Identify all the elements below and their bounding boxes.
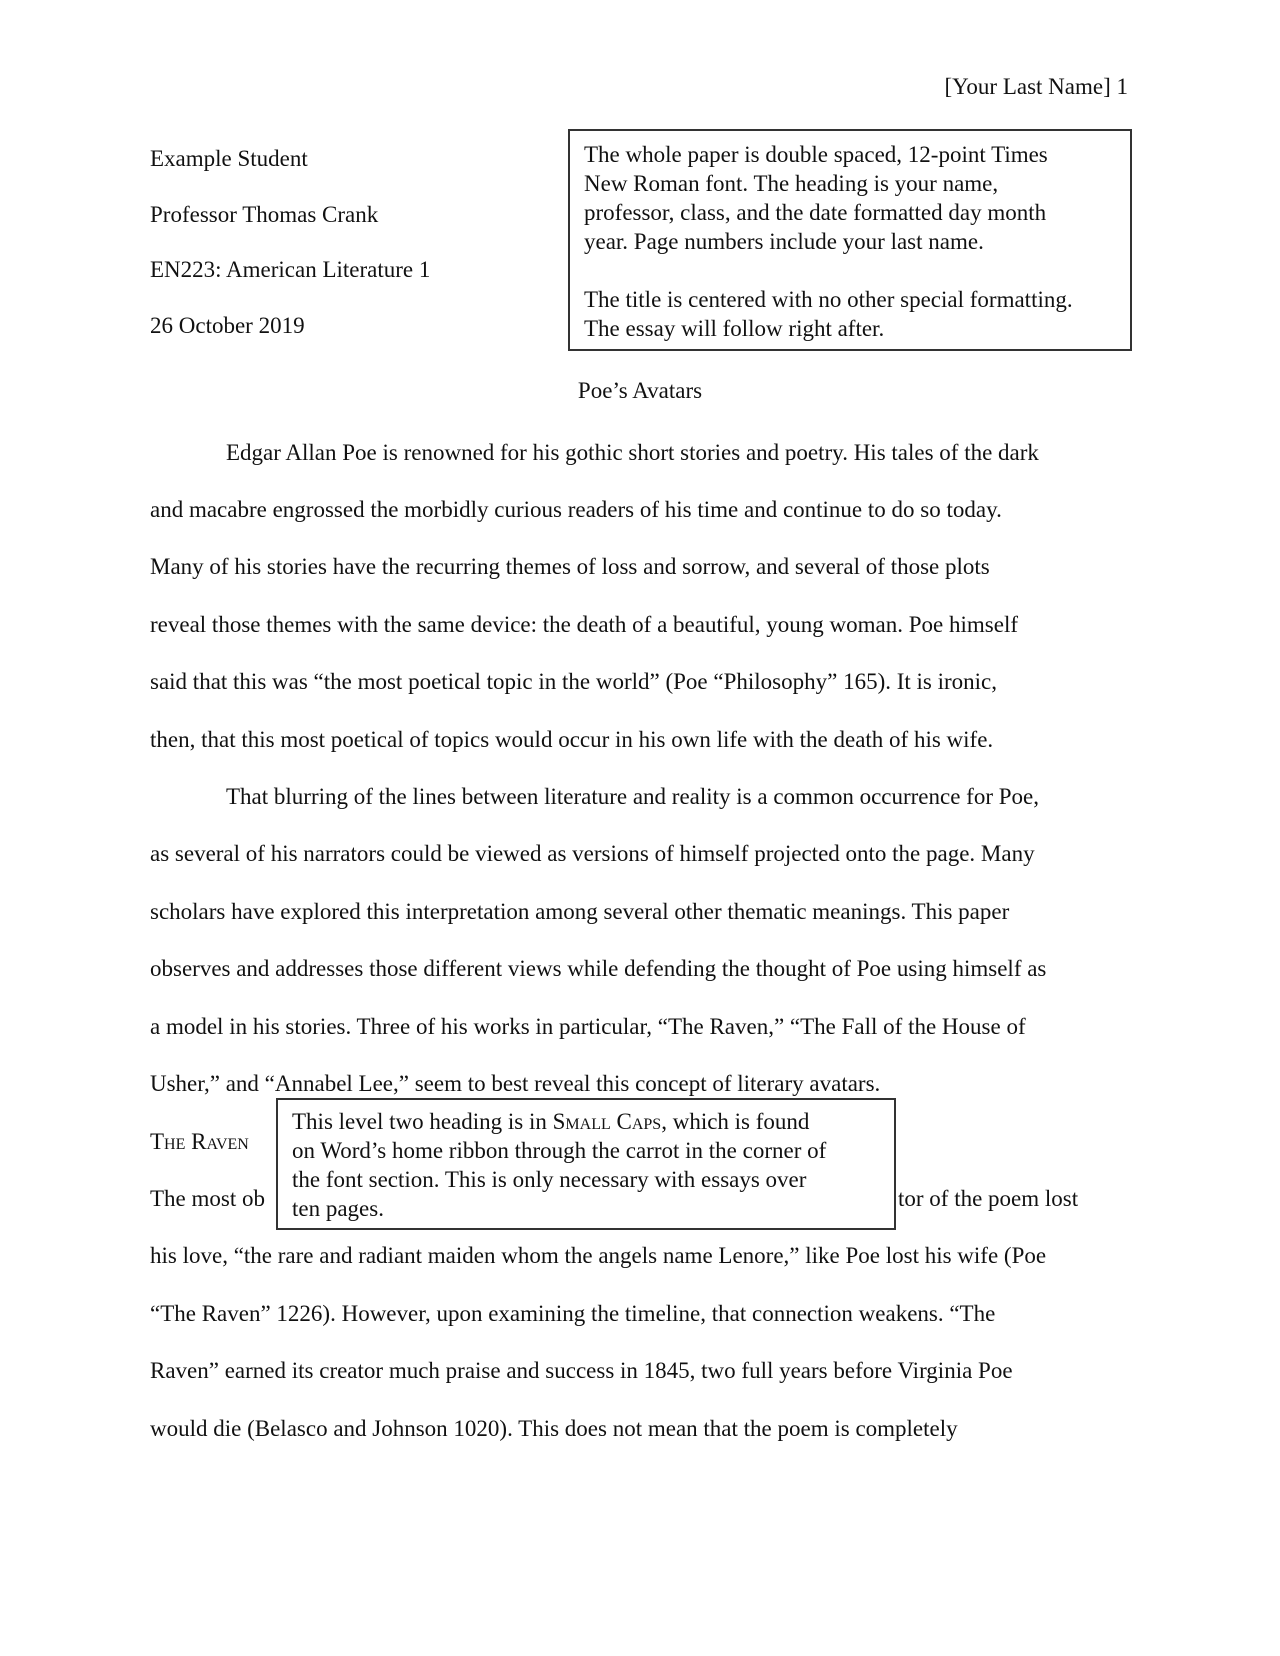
note-text: This level two heading is in (292, 1109, 553, 1134)
paragraph-line: The most ob (150, 1186, 265, 1211)
paragraph-line: observes and addresses those different views while defending the thought of Poe using himself as (150, 956, 1047, 981)
section-heading: The Raven (150, 1129, 249, 1154)
note-line: on Word’s home ribbon through the carrot in the corner of (292, 1138, 827, 1163)
paragraph-line: Usher,” and “Annabel Lee,” seem to best reveal this concept of literary avatars. (150, 1071, 881, 1096)
page-number-header: [Your Last Name] 1 (944, 74, 1128, 99)
note-text: , which is found (661, 1109, 810, 1134)
note-line: year. Page numbers include your last name. (584, 229, 984, 254)
note-smallcaps-text: Small Caps (552, 1109, 662, 1134)
paper-title: Poe’s Avatars (577, 378, 703, 403)
note-line: The whole paper is double spaced, 12-point Times (584, 142, 1048, 167)
paragraph-line: tor of the poem lost (898, 1186, 1079, 1211)
heading-note-box (276, 1098, 896, 1230)
heading-course: EN223: American Literature 1 (150, 257, 431, 282)
paragraph-line: then, that this most poetical of topics would occur in his own life with the death of his wife. (150, 727, 994, 752)
note-line: professor, class, and the date formatted day month (584, 200, 1047, 225)
heading-date: 26 October 2019 (150, 313, 305, 338)
heading-student-name: Example Student (150, 146, 308, 171)
heading-professor: Professor Thomas Crank (150, 202, 379, 227)
paragraph-line: a model in his stories. Three of his works in particular, “The Raven,” “The Fall of the House of (150, 1014, 1026, 1039)
note-line: ten pages. (292, 1196, 384, 1221)
paragraph-line: as several of his narrators could be viewed as versions of himself projected onto the page. Many (150, 841, 1035, 866)
paragraph-line: Raven” earned its creator much praise and success in 1845, two full years before Virginia Poe (150, 1358, 1013, 1383)
paragraph-line: Edgar Allan Poe is renowned for his gothic short stories and poetry. His tales of the dark (226, 440, 1039, 465)
paragraph-line: reveal those themes with the same device: the death of a beautiful, young woman. Poe himself (150, 612, 1018, 637)
formatting-note-box (568, 129, 1132, 351)
note-line: the font section. This is only necessary with essays over (292, 1167, 807, 1192)
note-line: The essay will follow right after. (584, 316, 885, 341)
note-line: New Roman font. The heading is your name, (584, 171, 999, 196)
paragraph-line: his love, “the rare and radiant maiden whom the angels name Lenore,” like Poe lost his wife (Poe (150, 1243, 1047, 1268)
paragraph-line: scholars have explored this interpretation among several other thematic meanings. This paper (150, 899, 1010, 924)
paragraph-line: and macabre engrossed the morbidly curious readers of his time and continue to do so today. (150, 497, 1002, 522)
paragraph-line: would die (Belasco and Johnson 1020). This does not mean that the poem is completely (150, 1416, 958, 1441)
note-line: The title is centered with no other special formatting. (584, 287, 1073, 312)
paragraph-line: That blurring of the lines between literature and reality is a common occurrence for Poe, (226, 784, 1039, 809)
note-line (292, 1107, 880, 1136)
paragraph-line: Many of his stories have the recurring themes of loss and sorrow, and several of those plots (150, 554, 990, 579)
paragraph-line: “The Raven” 1226). However, upon examining the timeline, that connection weakens. “The (150, 1301, 996, 1326)
paragraph-line: said that this was “the most poetical topic in the world” (Poe “Philosophy” 165). It is ironic, (150, 669, 998, 694)
